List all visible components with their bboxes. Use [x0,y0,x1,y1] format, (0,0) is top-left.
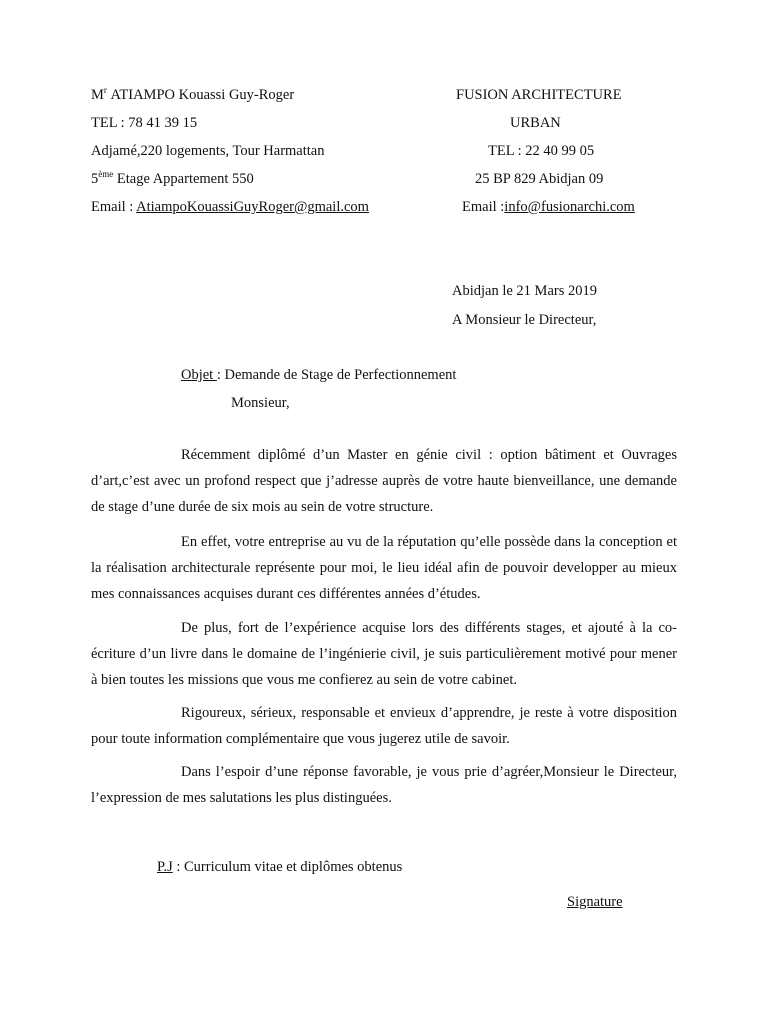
subject-text: : Demande de Stage de Perfectionnement [216,367,457,383]
paragraph-text: Dans l’espoir d’une réponse favorable, je vous prie d’agréer,Monsieur le Directeur, l’expression de mes salutations les plus distinguées. [91,764,677,806]
paragraph-text: De plus, fort de l’expérience acquise lors des différents stages, et ajouté à la co-écriture d’un livre dans le domaine de l’ingénierie civil, je suis particulièrement motivé pour mener à bien toutes les missions que vous me confierez au sein de votre cabinet. [91,620,677,688]
recipient-address: 25 BP 829 Abidjan 09 [475,171,604,187]
attachments-line [157,860,402,875]
paragraph-text: Récemment diplômé d’un Master en génie civil : option bâtiment et Ouvrages d’art,c’est avec un profond respect que j’adresse auprès de votre haute bienveillance, une demande de stage d’une durée de six mois au sein de votre structure. [91,447,677,515]
signature-label: Signature [567,894,623,910]
recipient-tel: TEL : 22 40 99 05 [488,143,595,159]
sender-tel: TEL : 78 41 39 15 [91,115,198,131]
date-line: Abidjan le 21 Mars 2019 [452,283,597,299]
sender-email-line [91,200,369,215]
sender-email-label: Email : [91,199,137,215]
attachments-label: P.J [157,859,173,875]
recipient-company-line1: FUSION ARCHITECTURE [456,87,622,103]
addressee-line: A Monsieur le Directeur, [452,312,597,328]
sender-email-link[interactable]: AtiampoKouassiGuyRoger@gmail.com [136,199,369,215]
paragraph-text: En effet, votre entreprise au vu de la réputation qu’elle possède dans la conception et la réalisation architecturale représente pour moi, le lieu idéal afin de pouvoir developper au mieux mes connaissances acquises durant ces différentes années d’études. [91,534,677,602]
sender-floor-sup: ème [98,169,114,179]
body-paragraph-1 [91,442,677,520]
body-paragraph-2 [91,529,677,607]
subject-label: Objet [181,367,217,383]
sender-name-line [91,85,295,103]
salutation: Monsieur, [231,395,290,411]
paragraph-text: Rigoureux, sérieux, responsable et envieux d’apprendre, je reste à votre disposition pour toute information complémentaire que vous jugerez utile de savoir. [91,705,677,747]
recipient-email-label: Email : [462,199,505,215]
sender-name: ATIAMPO Kouassi Guy-Roger [110,87,295,103]
recipient-email-link[interactable]: info@fusionarchi.com [504,199,635,215]
sender-title: M [91,87,104,103]
sender-address-line2 [91,169,254,187]
sender-floor-rest: Etage Appartement 550 [113,171,254,187]
recipient-email-line [462,200,635,215]
sender-title-sup: r [103,85,107,95]
subject-line [181,368,456,383]
body-paragraph-3 [91,615,677,693]
body-paragraph-5 [91,759,677,811]
recipient-company-line2: URBAN [510,115,561,131]
body-paragraph-4 [91,700,677,752]
sender-floor-number: 5 [91,171,99,187]
attachments-text: : Curriculum vitae et diplômes obtenus [172,859,403,875]
sender-address-line1: Adjamé,220 logements, Tour Harmattan [91,143,325,159]
